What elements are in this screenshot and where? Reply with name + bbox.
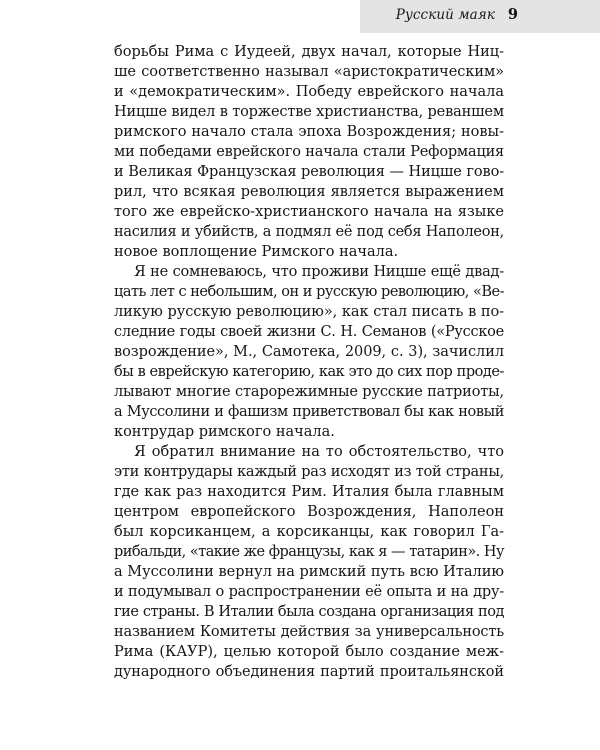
text-line: контрудар римского начала. bbox=[114, 424, 335, 440]
text-line: и подумывал о распространении её опыта и на дру- bbox=[114, 584, 504, 600]
text-line: Ницше видел в торжестве христианства, реваншем bbox=[114, 104, 504, 120]
text-line: центром европейского Возрождения, Наполеон bbox=[114, 504, 504, 520]
text-line: Рима (КАУР), целью которой было создание меж- bbox=[114, 644, 504, 660]
running-header-bar bbox=[360, 0, 600, 33]
text-line: и «демократическим». Победу еврейского начала bbox=[114, 84, 504, 100]
text-line: того же еврейско-христианского начала на языке bbox=[114, 204, 504, 220]
text-line: цать лет с небольшим, он и русскую революцию, «Ве- bbox=[114, 284, 504, 300]
text-line: бы в еврейскую категорию, как это до сих пор проде- bbox=[114, 364, 504, 380]
body-text bbox=[114, 42, 504, 682]
text-line: лывают многие старорежимные русские патриоты, bbox=[114, 384, 504, 400]
text-line: Я не сомневаюсь, что проживи Ницше ещё двад- bbox=[134, 264, 504, 280]
text-line: а Муссолини вернул на римский путь всю Италию bbox=[114, 564, 504, 580]
paragraph-2 bbox=[114, 262, 504, 442]
text-line: ше соответственно называл «аристократическим» bbox=[114, 64, 504, 80]
text-line: ликую русскую революцию», как стал писать в по- bbox=[114, 304, 504, 320]
text-line: возрождение», М., Самотека, 2009, с. 3), зачислил bbox=[114, 344, 504, 360]
text-line: а Муссолини и фашизм приветствовал бы как новый bbox=[114, 404, 504, 420]
text-line: названием Комитеты действия за универсальность bbox=[114, 624, 504, 640]
paragraph-3 bbox=[114, 442, 504, 682]
text-line: где как раз находится Рим. Италия была главным bbox=[114, 484, 504, 500]
text-line: Я обратил внимание на то обстоятельство, что bbox=[134, 444, 504, 460]
text-line: следние годы своей жизни С. Н. Семанов («Русское bbox=[114, 324, 504, 340]
text-line: борьбы Рима с Иудеей, двух начал, которые Ниц- bbox=[114, 44, 504, 60]
running-head-title: Русский маяк bbox=[395, 7, 495, 23]
page-number: 9 bbox=[507, 6, 518, 23]
text-line: эти контрудары каждый раз исходят из той страны, bbox=[114, 464, 504, 480]
text-line: ми победами еврейского начала стали Реформация bbox=[114, 144, 504, 160]
text-line: насилия и убийств, а подмял её под себя Наполеон, bbox=[114, 224, 504, 240]
text-line: дународного объединения партий проитальянской bbox=[114, 664, 504, 680]
text-line: рил, что всякая революция является выражением bbox=[114, 184, 504, 200]
text-line: новое воплощение Римского начала. bbox=[114, 244, 399, 260]
paragraph-1 bbox=[114, 42, 504, 262]
text-line: и Великая Французская революция — Ницше гово- bbox=[114, 164, 504, 180]
text-line: был корсиканцем, а корсиканцы, как говорил Га- bbox=[114, 524, 504, 540]
text-line: гие страны. В Италии была создана организация под bbox=[114, 604, 504, 620]
text-line: рибальди, «такие же французы, как я — татарин». Ну bbox=[114, 544, 504, 560]
text-line: римского начало стала эпоха Возрождения; новы- bbox=[114, 124, 504, 140]
